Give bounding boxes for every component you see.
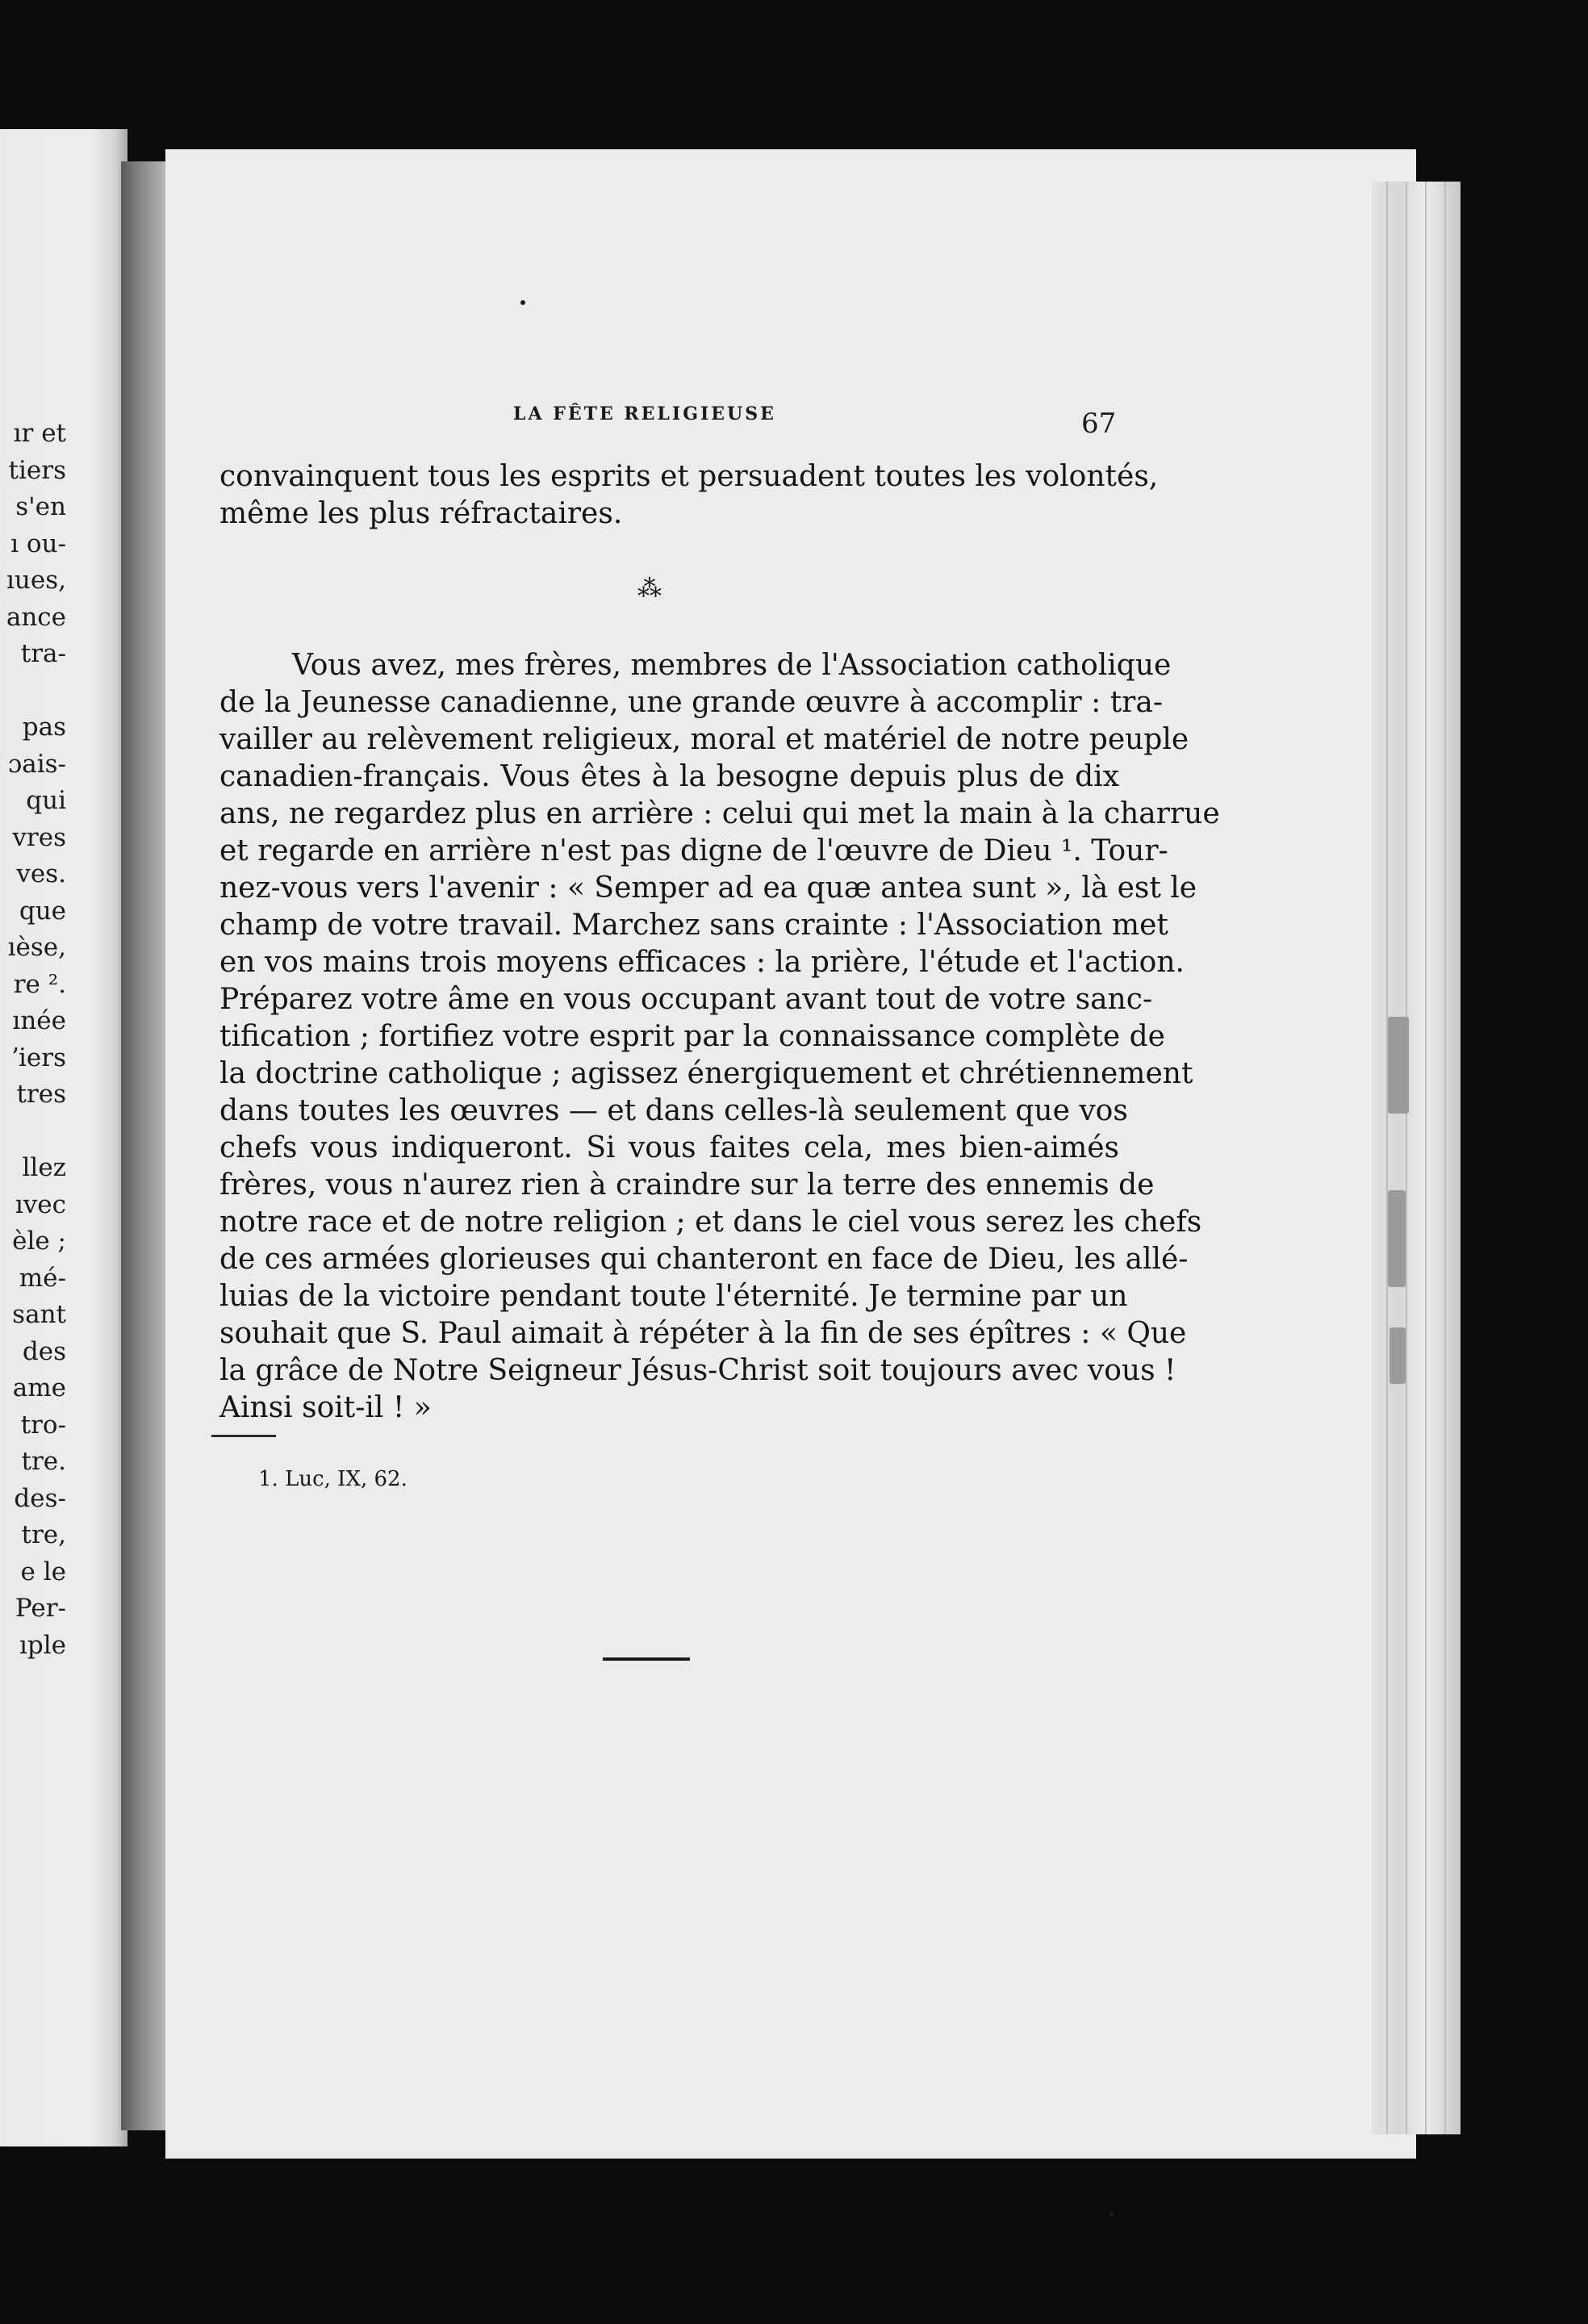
text-line: en vos mains trois moyens efficaces : la prière, l'étude et l'action. [219,946,1185,979]
left-fragment: des [22,1336,66,1366]
text-line: souhait que S. Paul aimait à répéter à la fin de ses épîtres : « Que [219,1317,1187,1350]
footnote: 1. Luc, IX, 62. [258,1467,407,1491]
text-line: la grâce de Notre Seigneur Jésus-Christ soit toujours avec vous ! [219,1354,1176,1387]
left-fragment: des- [14,1483,66,1513]
text-line: la doctrine catholique ; agissez énergiquement et chrétiennement [219,1057,1193,1090]
left-fragment: ıple [19,1630,66,1660]
text-line: Vous avez, mes frères, membres de l'Association catholique [292,649,1172,682]
left-fragment: tra- [20,639,66,668]
left-fragment: ance [6,602,66,632]
left-fragment: ıvec [15,1189,66,1219]
continuation-text [219,458,1159,533]
left-fragment [0,1114,66,1151]
left-fragment: llez [22,1153,66,1182]
text-line: ans, ne regardez plus en arrière : celui qui met la main à la charrue [219,797,1220,830]
text-line: dans toutes les œuvres — et dans celles-là seulement que vos [219,1094,1128,1127]
page-edge-mark [1388,1017,1409,1114]
page-edge-line [1444,182,1446,2134]
left-fragment: ʼiers [10,1043,66,1072]
left-fragment: qui [26,786,66,815]
left-fragment: tres [16,1080,66,1109]
left-fragment: vres [12,822,66,852]
left-fragment: èle ; [12,1227,66,1256]
paper-speck [520,300,525,305]
page-edge-stack [1372,182,1461,2134]
text-line: nez-vous vers l'avenir : « Semper ad ea quæ antea sunt », là est le [219,872,1197,905]
left-fragment: sant [12,1300,66,1329]
left-fragment: ves. [16,859,66,888]
page-number: 67 [1081,408,1117,440]
left-fragment: ınée [12,1006,66,1035]
left-fragment: tro- [20,1410,66,1440]
left-fragment: ıues, [6,566,66,595]
text-line: notre race et de notre religion ; et dans le ciel vous serez les chefs [219,1206,1202,1239]
left-fragment: ame [12,1373,66,1402]
left-fragment: ıèse, [7,933,66,962]
main-paragraph [219,647,1220,1427]
left-fragment: tre. [21,1447,66,1476]
left-fragment: ɔais- [7,749,66,779]
text-line: tification ; fortifiez votre esprit par la connaissance complète de [219,1020,1165,1053]
page-edge-line [1386,182,1388,2134]
page-edge-line [1425,182,1427,2134]
left-page-text-fragments [0,416,66,1664]
text-line: même les plus réfractaires. [219,497,623,530]
left-fragment: mé- [19,1263,66,1293]
text-line: frères, vous n'aurez rien à craindre sur la terre des ennemis de [219,1168,1155,1202]
text-line: Préparez votre âme en vous occupant avant tout de votre sanc- [219,983,1153,1016]
text-line: de la Jeunesse canadienne, une grande œuvre à accomplir : tra- [219,686,1164,719]
text-line: canadien-français. Vous êtes à la besogne depuis plus de dix [219,760,1119,793]
page-edge-mark [1390,1327,1406,1384]
text-line: chefs vous indiqueront. Si vous faites cela, mes bien-aimés [219,1131,1119,1164]
page-edge-line [1406,182,1407,2134]
text-line: luias de la victoire pendant toute l'éternité. Je termine par un [219,1280,1128,1313]
left-fragment: e le [20,1557,66,1586]
left-fragment: pas [22,713,66,742]
text-line: et regarde en arrière n'est pas digne de l'œuvre de Dieu ¹. Tour- [219,834,1168,867]
left-fragment: tiers [8,455,66,485]
text-line: convainquent tous les esprits et persuadent toutes les volontés, [219,460,1159,493]
running-head: LA FÊTE RELIGIEUSE [513,403,776,424]
text-line: vailler au relèvement religieux, moral et matériel de notre peuple [219,723,1189,756]
paper-speck [1110,2211,1114,2217]
left-fragment: ır et [13,419,66,448]
end-of-chapter-rule [603,1657,690,1661]
left-fragment: s'en [15,492,66,521]
left-fragment [0,673,66,710]
text-line: de ces armées glorieuses qui chanteront en face de Dieu, les allé- [219,1243,1189,1276]
left-fragment: Per- [15,1594,66,1623]
left-fragment: ı ou- [10,529,66,558]
asterism-separator: ⁂ [637,575,663,603]
left-fragment: tre, [21,1520,66,1549]
text-line: Ainsi soit-il ! » [219,1391,432,1424]
footnote-rule [211,1435,276,1437]
left-fragment: re ². [13,969,66,999]
left-page [0,129,127,2146]
page-edge-mark [1388,1190,1406,1287]
text-line: champ de votre travail. Marchez sans crainte : l'Association met [219,909,1168,942]
left-fragment: que [19,896,66,926]
